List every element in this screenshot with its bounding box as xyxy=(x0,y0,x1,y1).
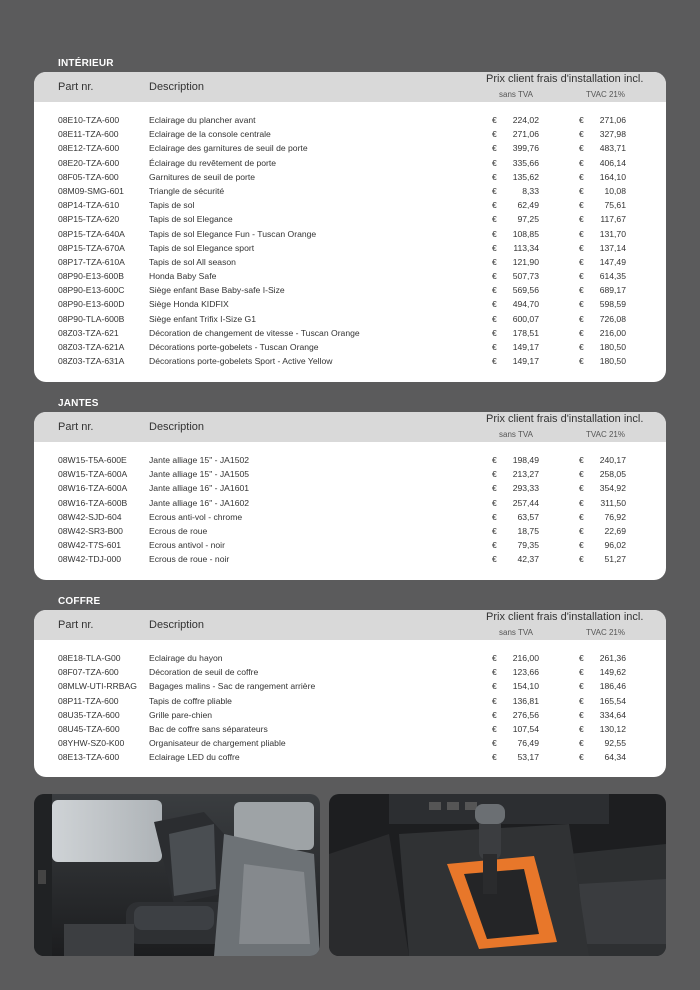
cell-part-nr: 08F05-TZA-600 xyxy=(58,171,119,182)
table-interieur xyxy=(34,72,666,382)
cell-part-nr: 08W42-SJD-604 xyxy=(58,511,122,522)
cell-part-nr: 08E10-TZA-600 xyxy=(58,115,120,125)
header-tvac: TVAC 21% xyxy=(586,430,625,439)
cell-price-sans-tva: 108,85 xyxy=(512,228,539,239)
cell-price-tvac: 689,17 xyxy=(599,285,626,296)
cell-currency: € xyxy=(492,256,497,267)
cell-description: Ecrous de roue xyxy=(149,525,208,536)
cell-part-nr: 08P15-TZA-620 xyxy=(58,214,120,225)
cell-price-tvac: 92,55 xyxy=(604,738,626,749)
cell-currency: € xyxy=(579,455,584,465)
cell-price-tvac: 165,54 xyxy=(599,695,626,706)
cell-description: Bagages malins - Sac de rangement arrière xyxy=(149,681,316,692)
table-row xyxy=(34,341,666,355)
cell-currency: € xyxy=(579,469,584,480)
cell-price-sans-tva: 224,02 xyxy=(512,115,539,125)
cell-description: Siège enfant Trifix I-Size G1 xyxy=(149,313,256,324)
cell-description: Honda Baby Safe xyxy=(149,271,217,282)
cell-description: Décorations porte-gobelets - Tuscan Orange xyxy=(149,342,319,352)
table-row xyxy=(34,242,666,256)
cell-price-tvac: 271,06 xyxy=(599,115,626,125)
cell-part-nr: 08Z03-TZA-631A xyxy=(58,356,125,367)
cell-description: Eclairage des garnitures de seuil de porte xyxy=(149,143,308,154)
table-row xyxy=(34,553,666,567)
cell-currency: € xyxy=(492,171,497,182)
cell-description: Eclairage du plancher avant xyxy=(149,115,256,125)
cell-description: Ecrous antivol - noir xyxy=(149,540,225,551)
cell-part-nr: 08P90-TLA-600B xyxy=(58,313,125,324)
cell-description: Tapis de sol xyxy=(149,200,195,211)
cell-description: Siège enfant Base Baby-safe I-Size xyxy=(149,285,285,296)
cell-currency: € xyxy=(579,667,584,678)
cell-currency: € xyxy=(492,285,497,296)
table-header xyxy=(34,610,666,640)
table-row xyxy=(34,525,666,539)
cell-price-tvac: 406,14 xyxy=(599,157,626,168)
cell-price-tvac: 117,67 xyxy=(600,214,626,225)
cell-currency: € xyxy=(579,228,584,239)
cell-part-nr: 08W42-T7S-601 xyxy=(58,540,122,551)
cell-description: Jante alliage 16" - JA1602 xyxy=(149,497,250,508)
cell-description: Tapis de coffre pliable xyxy=(149,695,232,706)
cell-currency: € xyxy=(492,738,497,749)
table-coffre xyxy=(34,610,666,777)
cell-price-sans-tva: 399,76 xyxy=(512,143,539,154)
cell-part-nr: 08E18-TLA-G00 xyxy=(58,653,121,663)
cell-currency: € xyxy=(579,653,584,663)
cell-currency: € xyxy=(492,200,497,211)
cell-price-tvac: 180,50 xyxy=(599,356,626,367)
cell-price-sans-tva: 121,90 xyxy=(512,256,539,267)
cell-part-nr: 08P17-TZA-610A xyxy=(58,256,125,267)
table-row xyxy=(34,228,666,242)
cell-price-sans-tva: 216,00 xyxy=(512,653,539,663)
cell-part-nr: 08U45-TZA-600 xyxy=(58,723,120,734)
cell-description: Grille pare-chien xyxy=(149,709,213,720)
table-body xyxy=(34,640,666,766)
cell-description: Tapis de sol Elegance xyxy=(149,214,233,225)
cell-part-nr: 08E11-TZA-600 xyxy=(58,129,119,140)
cell-currency: € xyxy=(579,214,584,225)
table-body xyxy=(34,442,666,568)
table-row xyxy=(34,327,666,341)
header-price: Prix client frais d'installation incl. xyxy=(486,73,644,85)
cell-currency: € xyxy=(579,299,584,310)
cell-description: Garnitures de seuil de porte xyxy=(149,171,256,182)
cell-currency: € xyxy=(492,554,497,565)
table-row xyxy=(34,313,666,327)
cell-price-sans-tva: 507,73 xyxy=(512,271,539,282)
cell-currency: € xyxy=(492,342,497,352)
table-row xyxy=(34,171,666,185)
section-title-interieur: INTÉRIEUR xyxy=(58,58,114,69)
header-tvac: TVAC 21% xyxy=(586,90,625,99)
table-header xyxy=(34,412,666,442)
cell-description: Organisateur de chargement pliable xyxy=(149,738,286,749)
table-row xyxy=(34,539,666,553)
cell-price-sans-tva: 79,35 xyxy=(517,540,539,551)
cell-currency: € xyxy=(579,313,584,324)
cell-price-tvac: 216,00 xyxy=(599,327,626,338)
table-row xyxy=(34,709,666,723)
cell-description: Triangle de sécurité xyxy=(149,185,225,196)
header-description: Description xyxy=(149,81,205,93)
cell-currency: € xyxy=(492,143,497,154)
header-part-nr: Part nr. xyxy=(58,81,94,93)
cell-price-tvac: 258,05 xyxy=(599,469,626,480)
cell-price-sans-tva: 257,44 xyxy=(512,497,539,508)
cell-price-sans-tva: 18,75 xyxy=(517,525,539,536)
cell-currency: € xyxy=(492,469,497,480)
header-price: Prix client frais d'installation incl. xyxy=(486,413,644,425)
cell-currency: € xyxy=(579,525,584,536)
cell-price-sans-tva: 97,25 xyxy=(517,214,539,225)
cell-part-nr: 08P15-TZA-670A xyxy=(58,242,125,253)
table-row xyxy=(34,157,666,171)
cell-currency: € xyxy=(492,483,497,494)
cell-part-nr: 08W42-TDJ-000 xyxy=(58,554,122,565)
cell-currency: € xyxy=(579,143,584,154)
cell-description: Bac de coffre sans séparateurs xyxy=(149,723,268,734)
cell-price-sans-tva: 335,66 xyxy=(512,157,539,168)
cell-currency: € xyxy=(579,285,584,296)
cell-price-tvac: 261,36 xyxy=(599,653,626,663)
cell-currency: € xyxy=(492,695,497,706)
cell-currency: € xyxy=(579,200,584,211)
cell-description: Éclairage du revêtement de porte xyxy=(149,157,277,168)
cell-currency: € xyxy=(579,356,584,367)
cell-currency: € xyxy=(579,483,584,494)
cell-currency: € xyxy=(492,667,497,678)
cell-currency: € xyxy=(579,342,584,352)
table-row xyxy=(34,482,666,496)
cell-price-tvac: 354,92 xyxy=(599,483,626,494)
table-row xyxy=(34,256,666,270)
cell-price-sans-tva: 8,33 xyxy=(522,185,539,196)
cell-currency: € xyxy=(492,313,497,324)
cell-part-nr: 08W16-TZA-600A xyxy=(58,483,128,494)
cell-price-sans-tva: 53,17 xyxy=(517,752,539,763)
table-row xyxy=(34,185,666,199)
header-sans-tva: sans TVA xyxy=(499,628,533,637)
cell-currency: € xyxy=(492,185,497,196)
cell-currency: € xyxy=(579,185,584,196)
cell-price-sans-tva: 271,06 xyxy=(512,129,539,140)
header-sans-tva: sans TVA xyxy=(499,430,533,439)
cell-part-nr: 08P90-E13-600B xyxy=(58,271,124,282)
cell-price-sans-tva: 107,54 xyxy=(512,723,539,734)
cell-currency: € xyxy=(579,327,584,338)
cell-part-nr: 08E20-TZA-600 xyxy=(58,157,120,168)
cell-part-nr: 08U35-TZA-600 xyxy=(58,709,120,720)
cell-price-tvac: 483,71 xyxy=(599,143,626,154)
cell-currency: € xyxy=(492,525,497,536)
cell-part-nr: 08Z03-TZA-621 xyxy=(58,327,119,338)
cell-price-tvac: 51,27 xyxy=(604,554,626,565)
cell-currency: € xyxy=(492,455,497,465)
cell-part-nr: 08P11-TZA-600 xyxy=(58,695,119,706)
table-row xyxy=(34,270,666,284)
cell-part-nr: 08F07-TZA-600 xyxy=(58,667,119,678)
cell-price-sans-tva: 494,70 xyxy=(512,299,539,310)
cell-price-sans-tva: 178,51 xyxy=(512,327,539,338)
cell-currency: € xyxy=(492,653,497,663)
cell-part-nr: 08P90-E13-600D xyxy=(58,299,125,310)
cell-price-tvac: 726,08 xyxy=(599,313,626,324)
cell-currency: € xyxy=(492,752,497,763)
cell-description: Eclairage du hayon xyxy=(149,653,223,663)
cell-currency: € xyxy=(492,214,497,225)
cell-currency: € xyxy=(579,242,584,253)
table-header xyxy=(34,72,666,102)
cell-price-tvac: 334,64 xyxy=(599,709,626,720)
cell-price-sans-tva: 149,17 xyxy=(512,356,539,367)
cell-currency: € xyxy=(579,157,584,168)
table-row xyxy=(34,680,666,694)
cell-description: Siège Honda KIDFIX xyxy=(149,299,229,310)
cell-price-sans-tva: 62,49 xyxy=(517,200,539,211)
cell-price-tvac: 311,50 xyxy=(600,497,626,508)
header-price: Prix client frais d'installation incl. xyxy=(486,611,644,623)
photo-child-seat xyxy=(34,794,320,956)
table-row xyxy=(34,114,666,128)
cell-price-sans-tva: 123,66 xyxy=(512,667,539,678)
section-title-jantes: JANTES xyxy=(58,398,99,409)
table-row xyxy=(34,298,666,312)
cell-currency: € xyxy=(579,540,584,551)
cell-price-tvac: 180,50 xyxy=(599,342,626,352)
cell-currency: € xyxy=(579,738,584,749)
cell-currency: € xyxy=(579,511,584,522)
header-description: Description xyxy=(149,619,205,631)
table-row xyxy=(34,666,666,680)
cell-price-tvac: 598,59 xyxy=(599,299,626,310)
table-row xyxy=(34,142,666,156)
cell-currency: € xyxy=(579,271,584,282)
cell-currency: € xyxy=(579,695,584,706)
cell-description: Décoration de changement de vitesse - Tuscan Orange xyxy=(149,327,360,338)
cell-currency: € xyxy=(492,709,497,720)
cell-part-nr: 08W16-TZA-600B xyxy=(58,497,128,508)
cell-currency: € xyxy=(579,681,584,692)
table-row xyxy=(34,737,666,751)
cell-currency: € xyxy=(492,723,497,734)
cell-price-tvac: 137,14 xyxy=(599,242,626,253)
cell-part-nr: 08W15-T5A-600E xyxy=(58,455,127,465)
cell-currency: € xyxy=(579,497,584,508)
header-tvac: TVAC 21% xyxy=(586,628,625,637)
cell-currency: € xyxy=(579,256,584,267)
cell-price-sans-tva: 135,62 xyxy=(512,171,539,182)
cell-currency: € xyxy=(492,157,497,168)
cell-price-tvac: 10,08 xyxy=(604,185,626,196)
cell-description: Jante alliage 16" - JA1601 xyxy=(149,483,250,494)
table-jantes xyxy=(34,412,666,580)
cell-part-nr: 08P90-E13-600C xyxy=(58,285,125,296)
header-sans-tva: sans TVA xyxy=(499,90,533,99)
table-row xyxy=(34,454,666,468)
table-row xyxy=(34,468,666,482)
cell-price-tvac: 96,02 xyxy=(604,540,626,551)
table-row xyxy=(34,497,666,511)
cell-description: Tapis de sol Elegance Fun - Tuscan Orange xyxy=(149,228,317,239)
cell-currency: € xyxy=(492,271,497,282)
cell-description: Jante alliage 15" - JA1505 xyxy=(149,469,250,480)
cell-currency: € xyxy=(579,129,584,140)
cell-currency: € xyxy=(579,709,584,720)
cell-price-tvac: 75,61 xyxy=(604,200,626,211)
cell-price-sans-tva: 42,37 xyxy=(517,554,539,565)
table-row xyxy=(34,723,666,737)
cell-price-sans-tva: 569,56 xyxy=(512,285,539,296)
cell-price-tvac: 164,10 xyxy=(599,171,626,182)
cell-description: Eclairage de la console centrale xyxy=(149,129,271,140)
cell-currency: € xyxy=(492,497,497,508)
cell-price-tvac: 64,34 xyxy=(604,752,626,763)
cell-currency: € xyxy=(579,752,584,763)
table-row xyxy=(34,751,666,765)
cell-description: Tapis de sol All season xyxy=(149,256,236,267)
cell-description: Eclairage LED du coffre xyxy=(149,752,240,763)
cell-price-tvac: 76,92 xyxy=(604,511,626,522)
table-row xyxy=(34,511,666,525)
cell-description: Décoration de seuil de coffre xyxy=(149,667,259,678)
cell-price-sans-tva: 293,33 xyxy=(512,483,539,494)
cell-price-tvac: 327,98 xyxy=(599,129,626,140)
cell-description: Ecrous anti-vol - chrome xyxy=(149,511,243,522)
cell-currency: € xyxy=(579,554,584,565)
cell-price-sans-tva: 149,17 xyxy=(512,342,539,352)
cell-price-tvac: 130,12 xyxy=(599,723,626,734)
cell-currency: € xyxy=(492,299,497,310)
section-title-coffre: COFFRE xyxy=(58,596,101,607)
cell-part-nr: 08M09-SMG-601 xyxy=(58,185,124,196)
header-part-nr: Part nr. xyxy=(58,619,94,631)
cell-currency: € xyxy=(579,115,584,125)
cell-part-nr: 08P15-TZA-640A xyxy=(58,228,125,239)
cell-price-tvac: 22,69 xyxy=(604,525,626,536)
cell-description: Jante alliage 15" - JA1502 xyxy=(149,455,250,465)
cell-currency: € xyxy=(492,540,497,551)
cell-description: Tapis de sol Elegance sport xyxy=(149,242,255,253)
cell-price-sans-tva: 276,56 xyxy=(512,709,539,720)
table-row xyxy=(34,652,666,666)
cell-currency: € xyxy=(492,228,497,239)
cell-currency: € xyxy=(492,356,497,367)
cell-price-sans-tva: 600,07 xyxy=(512,313,539,324)
cell-currency: € xyxy=(492,115,497,125)
table-row xyxy=(34,355,666,369)
cell-price-sans-tva: 136,81 xyxy=(512,695,539,706)
cell-currency: € xyxy=(579,723,584,734)
table-row xyxy=(34,128,666,142)
table-row xyxy=(34,284,666,298)
cell-part-nr: 08P14-TZA-610 xyxy=(58,200,120,211)
cell-part-nr: 08W15-TZA-600A xyxy=(58,469,128,480)
cell-price-sans-tva: 76,49 xyxy=(517,738,539,749)
cell-currency: € xyxy=(492,327,497,338)
table-row xyxy=(34,213,666,227)
cell-part-nr: 08E13-TZA-600 xyxy=(58,752,120,763)
cell-price-tvac: 147,49 xyxy=(599,256,626,267)
cell-price-tvac: 149,62 xyxy=(599,667,626,678)
table-row xyxy=(34,199,666,213)
header-part-nr: Part nr. xyxy=(58,421,94,433)
cell-currency: € xyxy=(492,681,497,692)
cell-price-sans-tva: 198,49 xyxy=(512,455,539,465)
cell-price-sans-tva: 213,27 xyxy=(512,469,539,480)
cell-price-sans-tva: 63,57 xyxy=(517,511,539,522)
cell-description: Ecrous de roue - noir xyxy=(149,554,230,565)
cell-currency: € xyxy=(492,242,497,253)
cell-price-sans-tva: 113,34 xyxy=(513,242,539,253)
header-description: Description xyxy=(149,421,205,433)
cell-price-tvac: 186,46 xyxy=(599,681,626,692)
cell-price-tvac: 131,70 xyxy=(599,228,626,239)
cell-price-tvac: 240,17 xyxy=(599,455,626,465)
cell-description: Décorations porte-gobelets Sport - Active Yellow xyxy=(149,356,333,367)
photo-gear-console xyxy=(329,794,666,956)
cell-part-nr: 08MLW-UTI-RRBAG xyxy=(58,681,137,692)
cell-currency: € xyxy=(579,171,584,182)
cell-part-nr: 08Z03-TZA-621A xyxy=(58,342,125,352)
cell-currency: € xyxy=(492,511,497,522)
cell-part-nr: 08W42-SR3-B00 xyxy=(58,525,123,536)
cell-part-nr: 08YHW-SZ0-K00 xyxy=(58,738,125,749)
table-body xyxy=(34,102,666,369)
cell-price-tvac: 614,35 xyxy=(599,271,626,282)
cell-currency: € xyxy=(492,129,497,140)
cell-part-nr: 08E12-TZA-600 xyxy=(58,143,120,154)
table-row xyxy=(34,695,666,709)
cell-price-sans-tva: 154,10 xyxy=(512,681,539,692)
